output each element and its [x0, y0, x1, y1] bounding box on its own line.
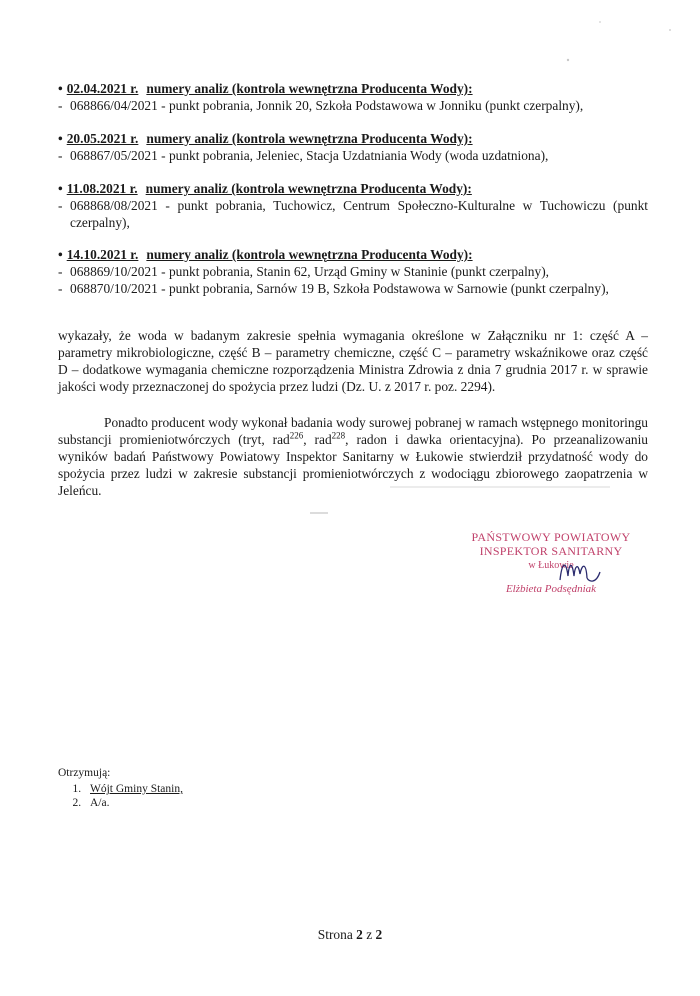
recipients-block — [58, 766, 183, 810]
analysis-section — [58, 80, 648, 114]
footer-label: Strona — [317, 927, 353, 942]
section-date: 20.05.2021 r. — [66, 131, 139, 146]
stamp-line-location: w Łukowie — [528, 560, 574, 571]
stamp-name: Elżbieta Podsędniak — [505, 583, 597, 595]
bullet-icon: • — [58, 181, 63, 196]
analysis-entry: - 068866/04/2021 - punkt pobrania, Jonnik 20, Szkoła Podstawowa w Jonniku (punkt czerpalny), — [58, 98, 584, 113]
stamp-line-title: INSPEKTOR SANITARNY — [479, 544, 623, 558]
bullet-icon: • — [58, 247, 63, 262]
recipient-item: 1. Wójt Gminy Stanin, — [84, 782, 183, 796]
recipient-item: 2. A/a. — [84, 796, 183, 810]
recipients-title: Otrzymują: — [58, 767, 111, 779]
section-title: numery analiz (kontrola wewnętrzna Producenta Wody): — [146, 131, 473, 146]
analysis-section — [58, 130, 648, 164]
analysis-entry: - 068867/05/2021 - punkt pobrania, Jeleniec, Stacja Uzdatniania Wody (woda uzdatniona), — [58, 148, 549, 163]
analysis-entry: - 068870/10/2021 - punkt pobrania, Sarnów 19 B, Szkoła Podstawowa w Sarnowie (punkt czerpalny), — [58, 281, 609, 296]
analysis-entry: - 068868/08/2021 - punkt pobrania, Tuchowicz, Centrum Społeczno-Kulturalne w Tuchowiczu (punkt czerpalny), — [58, 198, 648, 230]
section-date: 02.04.2021 r. — [66, 81, 139, 96]
radiation-paragraph: Ponadto producent wody wykonał badania wody surowej pobranej w ramach wstępnego monitoringu substancji promieniotwórczych (tryt, rad$^{226}$, rad$^{228}$, radon i dawka orientacyjna). Po przeanalizowaniu wyników badań Państwowy Powiatowy Inspektor Sanitarny w Łukowie stwierdził przydatność wody do spożycia przez ludzi w zakresie substancji promieniotwórczych z wodociągu zbiorowego zaopatrzenia w Jeleńcu. — [58, 415, 648, 498]
footer-total-pages: 2 — [375, 927, 383, 942]
section-title: numery analiz (kontrola wewnętrzna Producenta Wody): — [145, 181, 472, 196]
signature-icon — [556, 552, 606, 588]
bullet-icon: • — [58, 131, 63, 146]
section-date: 11.08.2021 r. — [66, 181, 138, 196]
section-title: numery analiz (kontrola wewnętrzna Producenta Wody): — [146, 247, 473, 262]
analysis-section — [58, 246, 648, 297]
section-heading — [58, 130, 648, 147]
page-footer — [0, 927, 700, 943]
section-heading — [58, 180, 648, 197]
conclusion-paragraph: wykazały, że woda w badanym zakresie spełnia wymagania określone w Załączniku nr 1: część A – parametry mikrobiologiczne, część B – parametry chemiczne, część C – parametry wskaźnikowe oraz część D – dodatkowe wymagania chemiczne rozporządzenia Ministra Zdrowia z dnia 7 grudnia 2017 r. w sprawie jakości wody przeznaczonej do spożycia przez ludzi (Dz. U. z 2017 r. poz. 2294). — [58, 328, 648, 394]
footer-current-page: 2 — [356, 927, 363, 942]
section-heading — [58, 246, 648, 263]
analysis-entry: - 068869/10/2021 - punkt pobrania, Stanin 62, Urząd Gminy w Staninie (punkt czerpalny), — [58, 264, 549, 279]
analysis-section — [58, 180, 648, 231]
official-stamp — [456, 530, 646, 596]
section-title: numery analiz (kontrola wewnętrzna Producenta Wody): — [146, 81, 473, 96]
footer-of: z — [366, 927, 373, 942]
section-date: 14.10.2021 r. — [66, 247, 139, 262]
bullet-icon: • — [58, 81, 63, 96]
section-heading — [58, 80, 648, 97]
stamp-line-office: PAŃSTWOWY POWIATOWY — [471, 530, 631, 544]
